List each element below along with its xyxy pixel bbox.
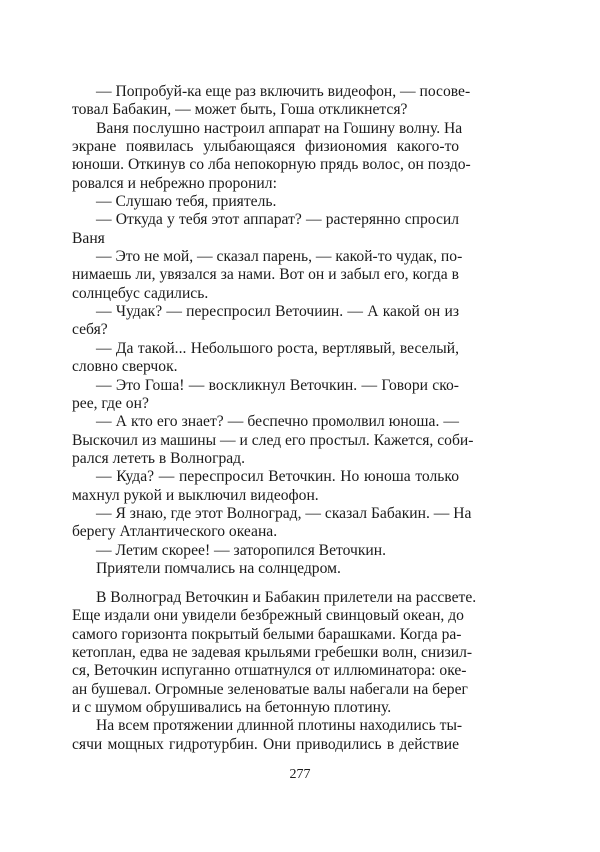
- text-line: — Я знаю, где этот Волноград, — сказал Бабакин. — На: [96, 504, 472, 522]
- text-line: и с шумом обрушивались на бетонную плотину.: [72, 699, 392, 717]
- text-line: ся, Веточкин испуганно отшатнулся от иллюминатора: оке-: [72, 662, 467, 680]
- text-line: На всем протяжении длинной плотины находились ты-: [96, 717, 463, 735]
- text-line: — А кто его знает? — беспечно промолвил юноша. —: [96, 413, 459, 431]
- text-line: словно сверчок.: [72, 358, 178, 376]
- text-line: — Слушаю тебя, приятель.: [96, 193, 277, 211]
- text-line: берегу Атлантического океана.: [72, 523, 278, 541]
- text-line: Еще издали они увидели безбрежный свинцовый океан, до: [72, 607, 464, 625]
- text-line: сячи мощных гидротурбин. Они приводились в действие: [72, 735, 459, 753]
- text-line: — Да такой... Небольшого роста, вертлявый, веселый,: [96, 339, 459, 357]
- text-line: — Куда? — переспросил Веточкин. Но юноша только: [96, 468, 459, 486]
- text-section-2: [72, 589, 477, 754]
- text-line: нимаешь ли, увязался за нами. Вот он и забыл его, когда в: [72, 266, 459, 284]
- text-line: ан бушевал. Огромные зеленоватые валы набегали на берег: [72, 680, 468, 698]
- text-line: экране появилась улыбающаяся физиономия какого-то: [72, 138, 459, 156]
- text-line: кетоплан, едва не задевая крыльями гребешки волн, снизил-: [72, 644, 473, 662]
- text-line: — Откуда у тебя этот аппарат? — растерянно спросил: [96, 211, 459, 229]
- text-line: Приятели помчались на солнцедром.: [96, 559, 341, 577]
- text-line: — Чудак? — переспросил Веточиин. — А какой он из: [96, 303, 459, 321]
- page-number: 277: [289, 767, 311, 782]
- text-line: — Летим скорее! — заторопился Веточкин.: [96, 541, 387, 559]
- text-line: товал Бабакин, — может быть, Гоша откликнется?: [72, 101, 408, 119]
- text-section-1: [72, 83, 474, 578]
- text-line: юноши. Откинув со лба непокорную прядь волос, он поздо-: [72, 156, 471, 174]
- text-line: Выскочил из машины — и след его простыл. Кажется, соби-: [72, 431, 474, 449]
- text-line: себя?: [72, 321, 108, 339]
- text-line: Ваня послушно настроил аппарат на Гошину волну. На: [96, 119, 463, 137]
- text-line: ровался и небрежно проронил:: [72, 174, 277, 192]
- text-line: махнул рукой и выключил видеофон.: [72, 486, 319, 504]
- text-line: рее, где он?: [72, 394, 149, 412]
- text-line: В Волноград Веточкин и Бабакин прилетели на рассвете.: [96, 589, 477, 606]
- text-line: Ваня: [72, 229, 105, 247]
- text-line: самого горизонта покрытый белыми барашками. Когда ра-: [72, 625, 462, 643]
- text-line: — Это Гоша! — воскликнул Веточкин. — Говори ско-: [96, 376, 459, 394]
- text-line: — Это не мой, — сказал парень, — какой-то чудак, по-: [96, 248, 463, 266]
- text-line: солнцебус садились.: [72, 284, 209, 302]
- text-line: рался лететь в Волноград.: [72, 449, 246, 467]
- text-line: — Попробуй-ка еще раз включить видеофон, — посове-: [96, 83, 471, 100]
